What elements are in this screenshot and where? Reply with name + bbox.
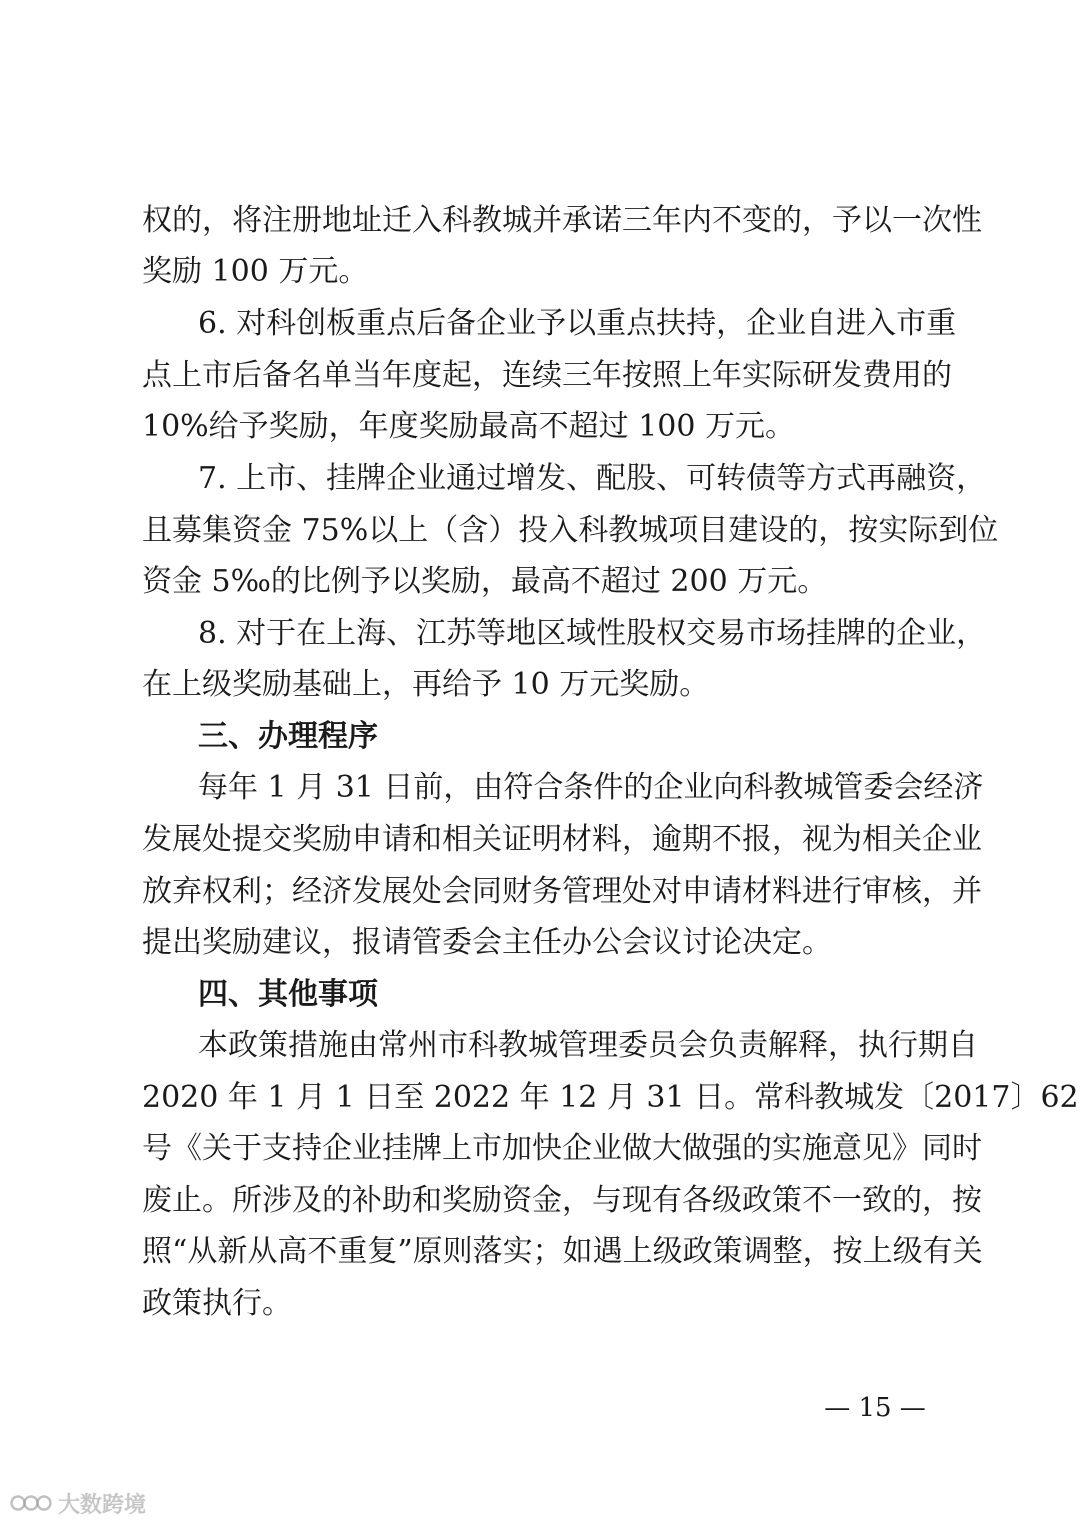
list-item-8-line: 8. 对于在上海、江苏等地区域性股权交易市场挂牌的企业， bbox=[198, 616, 987, 651]
paragraph-line: 资金 5‰的比例予以奖励，最高不超过 200 万元。 bbox=[142, 564, 828, 599]
list-item-6-line: 6. 对科创板重点后备企业予以重点扶持，企业自进入市重 bbox=[198, 306, 957, 341]
list-item-7-line: 7. 上市、挂牌企业通过增发、配股、可转债等方式再融资， bbox=[198, 461, 987, 496]
paragraph-line: 放弃权利；经济发展处会同财务管理处对申请材料进行审核，并 bbox=[142, 874, 982, 909]
paragraph-line: 奖励 100 万元。 bbox=[142, 254, 369, 289]
paragraph-line: 发展处提交奖励申请和相关证明材料，逾期不报，视为相关企业 bbox=[142, 822, 982, 857]
paragraph-line: 提出奖励建议，报请管委会主任办公会议讨论决定。 bbox=[142, 925, 832, 960]
section-heading-procedure: 三、办理程序 bbox=[198, 719, 378, 754]
page-number: — 15 — bbox=[824, 1393, 926, 1423]
paragraph-line: 号《关于支持企业挂牌上市加快企业做大做强的实施意见》同时 bbox=[142, 1131, 982, 1166]
paragraph-line: 权的，将注册地址迁入科教城并承诺三年内不变的，予以一次性 bbox=[142, 203, 982, 238]
paragraph-line: 本政策措施由常州市科教城管理委员会负责解释，执行期自 bbox=[198, 1028, 978, 1063]
paragraph-line: 点上市后备名单当年度起，连续三年按照上年实际研发费用的 bbox=[142, 358, 952, 393]
brand-logo-icon bbox=[10, 1489, 54, 1517]
paragraph-line: 废止。所涉及的补助和奖励资金，与现有各级政策不一致的，按 bbox=[142, 1183, 982, 1218]
watermark-text: 大数跨境 bbox=[58, 1492, 147, 1518]
paragraph-line: 2020 年 1 月 1 日至 2022 年 12 月 31 日。常科教城发〔2017〕62 bbox=[142, 1080, 1079, 1115]
paragraph-line: 照“从新从高不重复”原则落实；如遇上级政策调整，按上级有关 bbox=[142, 1234, 983, 1269]
paragraph-line: 每年 1 月 31 日前，由符合条件的企业向科教城管委会经济 bbox=[198, 770, 984, 805]
paragraph-line: 且募集资金 75%以上（含）投入科教城项目建设的，按实际到位 bbox=[142, 513, 999, 548]
paragraph-line: 在上级奖励基础上，再给予 10 万元奖励。 bbox=[142, 667, 710, 702]
watermark bbox=[10, 1486, 146, 1520]
section-heading-other-matters: 四、其他事项 bbox=[198, 977, 378, 1012]
paragraph-line: 政策执行。 bbox=[142, 1286, 292, 1321]
paragraph-line: 10%给予奖励，年度奖励最高不超过 100 万元。 bbox=[142, 409, 796, 444]
